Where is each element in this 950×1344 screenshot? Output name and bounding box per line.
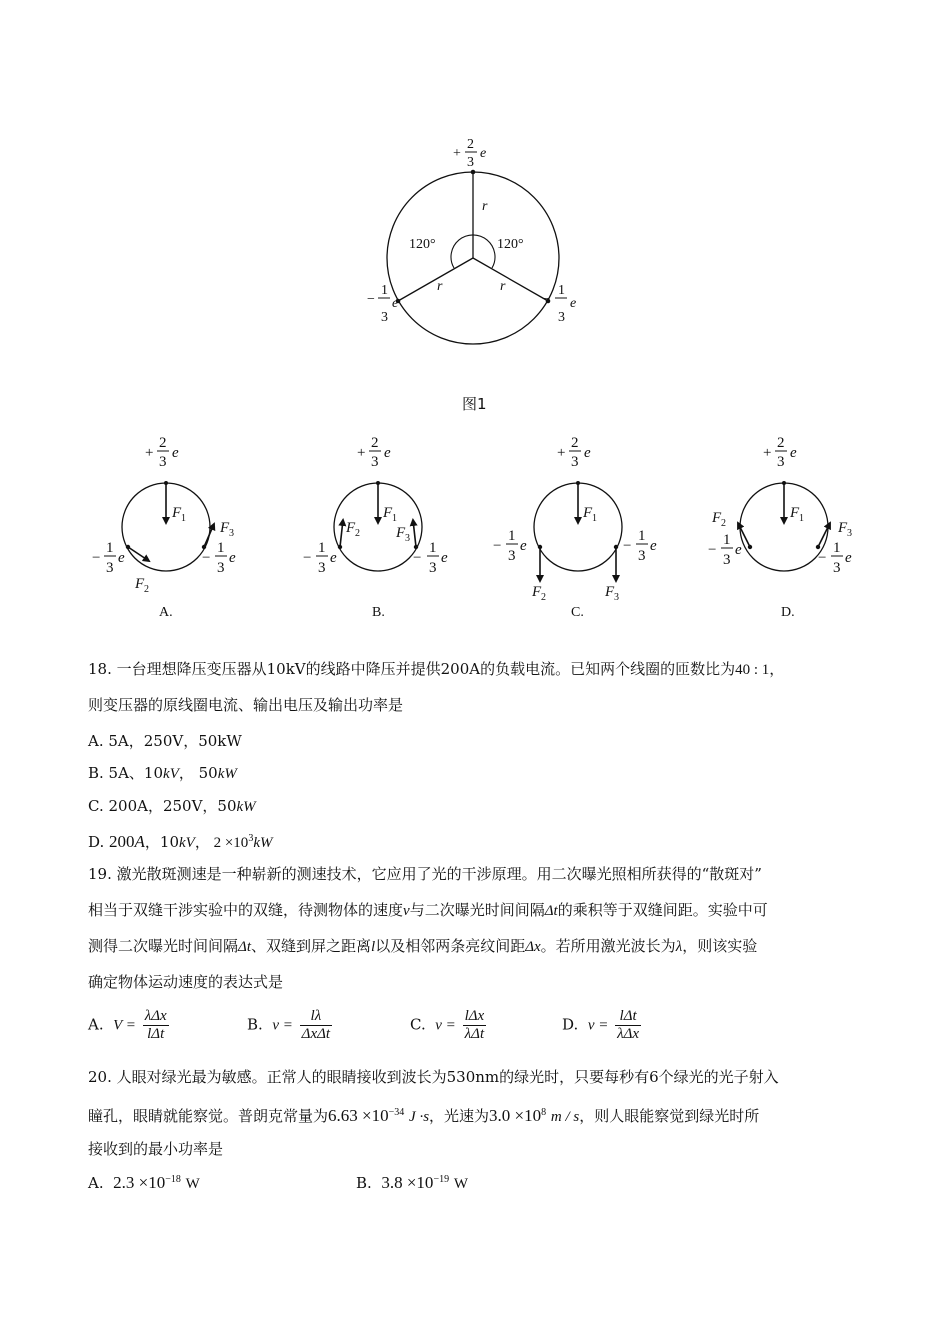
q18-line1: 18. 一台理想降压变压器从10kV的线路中降压并提供200A的负载电流。已知两个线圈的匝数比为40 : 1， <box>88 660 785 678</box>
svg-text:F: F <box>346 520 356 536</box>
option-d-caption: D. <box>781 605 795 620</box>
svg-text:F: F <box>383 505 393 521</box>
svg-text:+: + <box>145 445 154 461</box>
svg-text:3: 3 <box>217 560 225 576</box>
svg-text:1: 1 <box>106 540 114 556</box>
top-sign: + <box>453 146 461 161</box>
svg-text:e: e <box>229 550 236 566</box>
left-num: 1 <box>381 283 388 298</box>
radius-label-top: r <box>482 199 488 214</box>
svg-text:3: 3 <box>159 454 167 470</box>
svg-text:1: 1 <box>592 513 597 524</box>
svg-text:3: 3 <box>723 552 731 568</box>
svg-text:2: 2 <box>721 518 726 529</box>
svg-text:+: + <box>357 445 366 461</box>
svg-text:e: e <box>650 538 657 554</box>
svg-text:e: e <box>118 550 125 566</box>
q20-option-a: A. $2.3 \times 10^{-18}$ W <box>88 1173 200 1192</box>
svg-text:3: 3 <box>777 454 785 470</box>
right-e: e <box>570 296 577 311</box>
svg-text:3: 3 <box>847 528 852 539</box>
svg-text:F: F <box>172 505 182 521</box>
svg-text:1: 1 <box>508 528 516 544</box>
svg-text:3: 3 <box>229 528 234 539</box>
option-b-caption: B. <box>372 605 385 620</box>
charge-top-dot <box>471 170 476 175</box>
svg-text:+: + <box>763 445 772 461</box>
q18-option-a: A. 5A，250V，50kW <box>88 732 242 750</box>
q19-line3: 测得二次曝光时间间隔Δt、双缝到屏之距离l以及相邻两条亮纹间距Δx。若所用激光波长为λ，则该实验 <box>88 937 758 955</box>
top-den: 3 <box>467 155 474 170</box>
q19-line4: 确定物体运动速度的表达式是 <box>88 973 284 991</box>
svg-text:3: 3 <box>508 548 516 564</box>
svg-text:1: 1 <box>318 540 326 556</box>
top-num: 2 <box>467 137 474 152</box>
svg-text:e: e <box>790 445 797 461</box>
svg-text:e: e <box>384 445 391 461</box>
svg-text:2: 2 <box>144 584 149 595</box>
q18-option-b: B. 5A、10kV， 50kW <box>88 764 237 782</box>
svg-text:F: F <box>135 576 145 592</box>
radius-left <box>398 258 473 301</box>
q18-option-d: D. 200A，10kV， $2 \times 10^3kW$ <box>88 832 273 851</box>
svg-text:F: F <box>790 505 800 521</box>
q19-line2: 相当于双缝干涉实验中的双缝，待测物体的速度v与二次曝光时间间隔Δt的乘积等于双缝间距。实验中可 <box>88 901 768 919</box>
svg-text:1: 1 <box>723 532 731 548</box>
svg-text:2: 2 <box>355 528 360 539</box>
svg-text:3: 3 <box>371 454 379 470</box>
svg-text:F: F <box>605 584 615 600</box>
option-c-caption: C. <box>571 605 584 620</box>
q18-line2: 则变压器的原线圈电流、输出电压及输出功率是 <box>88 696 404 714</box>
q19-option-c: C. v = $\frac{\text{lΔx}}{\text{λΔt}}$ <box>410 1008 485 1042</box>
q19-option-d: D. v = $\frac{\text{lΔt}}{\text{λΔx}}$ <box>562 1008 640 1042</box>
option-figure-a <box>92 435 236 620</box>
svg-text:F: F <box>583 505 593 521</box>
svg-text:3: 3 <box>614 592 619 603</box>
option-a-caption: A. <box>159 605 173 620</box>
svg-text:−: − <box>413 550 422 566</box>
svg-text:e: e <box>584 445 591 461</box>
option-figure-d <box>708 435 852 620</box>
svg-text:e: e <box>735 542 742 558</box>
q20-line2: 瞳孔，眼睛就能察觉。普朗克常量为$6.63 \times 10^{-34}$ J ·s，光速为$3.0 \times 10^8$ m / s，则人眼能察觉到绿光时所 <box>88 1106 760 1125</box>
svg-text:+: + <box>557 445 566 461</box>
left-e: e <box>392 296 399 311</box>
svg-text:3: 3 <box>106 560 114 576</box>
angle-left-label: 120° <box>409 237 436 252</box>
svg-text:1: 1 <box>392 513 397 524</box>
figure-1-caption: 图1 <box>462 395 487 413</box>
svg-text:2: 2 <box>777 435 785 451</box>
q20-line1: 20. 人眼对绿光最为敏感。正常人的眼睛接收到波长为530nm的绿光时，只要每秒有6个绿光的光子射入 <box>88 1068 779 1086</box>
svg-text:−: − <box>493 538 502 554</box>
left-sign: − <box>367 292 375 307</box>
svg-text:1: 1 <box>217 540 225 556</box>
svg-text:F: F <box>220 520 230 536</box>
svg-text:−: − <box>623 538 632 554</box>
svg-text:−: − <box>818 550 827 566</box>
right-den: 3 <box>558 310 565 325</box>
radius-label-left: r <box>437 279 443 294</box>
svg-text:2: 2 <box>541 592 546 603</box>
top-e: e <box>480 146 487 161</box>
option-figure-b <box>303 435 448 620</box>
svg-text:e: e <box>330 550 337 566</box>
q19-line1: 19. 激光散斑测速是一种崭新的测速技术，它应用了光的干涉原理。用二次曝光照相所获得的“散斑对” <box>88 865 762 883</box>
angle-right-label: 120° <box>497 237 524 252</box>
svg-text:F: F <box>712 510 722 526</box>
svg-text:−: − <box>708 542 717 558</box>
svg-text:−: − <box>202 550 211 566</box>
q20-line3: 接收到的最小功率是 <box>88 1140 224 1158</box>
svg-text:F: F <box>838 520 848 536</box>
q20-option-b: B. $3.8 \times 10^{-19}$ W <box>356 1173 469 1192</box>
svg-text:2: 2 <box>571 435 579 451</box>
svg-text:F: F <box>396 525 406 541</box>
option-figures <box>0 420 950 620</box>
figure-1 <box>0 0 950 420</box>
svg-text:F: F <box>532 584 542 600</box>
svg-text:−: − <box>303 550 312 566</box>
radius-right <box>473 258 548 301</box>
svg-text:e: e <box>172 445 179 461</box>
svg-text:3: 3 <box>405 533 410 544</box>
svg-text:3: 3 <box>318 560 326 576</box>
svg-text:1: 1 <box>429 540 437 556</box>
svg-text:1: 1 <box>638 528 646 544</box>
q19-option-a: A. V = $\frac{\text{λΔx}}{\text{lΔt}}$ <box>88 1008 167 1042</box>
svg-text:−: − <box>92 550 101 566</box>
svg-text:e: e <box>520 538 527 554</box>
svg-text:1: 1 <box>833 540 841 556</box>
q18-option-c: C. 200A，250V，50kW <box>88 797 256 815</box>
svg-text:1: 1 <box>181 513 186 524</box>
option-figure-c <box>493 435 657 620</box>
svg-text:2: 2 <box>371 435 379 451</box>
svg-text:3: 3 <box>833 560 841 576</box>
svg-text:e: e <box>441 550 448 566</box>
svg-text:e: e <box>845 550 852 566</box>
radius-label-right: r <box>500 279 506 294</box>
right-num: 1 <box>558 283 565 298</box>
q19-option-b: B. v = $\frac{l\lambda}{\text{ΔxΔt}}$ <box>247 1008 331 1042</box>
svg-text:3: 3 <box>571 454 579 470</box>
right-sign: − <box>542 292 550 307</box>
svg-text:1: 1 <box>799 513 804 524</box>
left-den: 3 <box>381 310 388 325</box>
svg-text:3: 3 <box>638 548 646 564</box>
svg-text:2: 2 <box>159 435 167 451</box>
svg-text:3: 3 <box>429 560 437 576</box>
